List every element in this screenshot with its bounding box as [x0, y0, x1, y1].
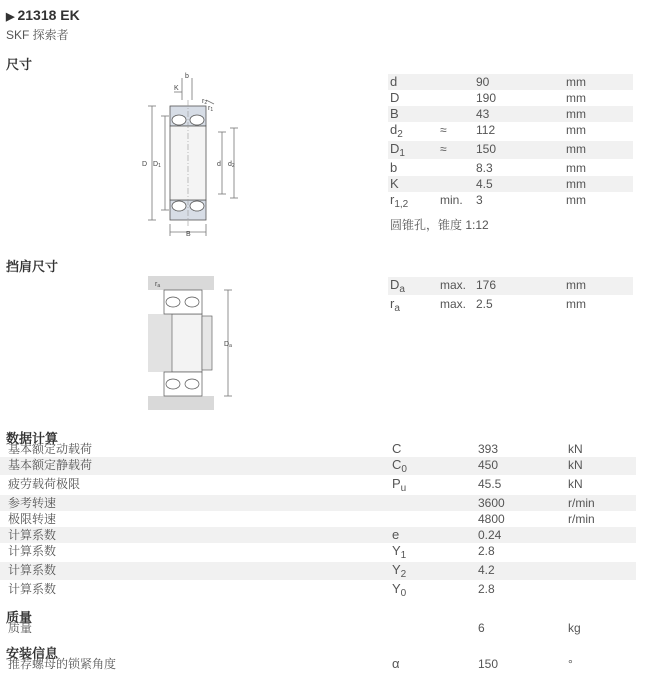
section-heading-mounting: 安装信息 [6, 646, 59, 661]
diagram-label-b: b [185, 73, 189, 80]
bearing-dimension-drawing [130, 70, 250, 240]
abutment-drawing [148, 274, 240, 412]
section-heading-mass: 质量 [6, 610, 33, 625]
table-row: 基本额定动载荷 C 393 kN [8, 441, 583, 456]
product-title: ▶ 21318 EK [6, 7, 80, 23]
table-row: 参考转速 3600 r/min [0, 495, 636, 511]
diagram-label-width-b: B [186, 231, 191, 238]
table-row: $d_2$ ≈ 112 mm [390, 122, 586, 140]
product-subtitle: SKF 探索者 [6, 28, 69, 42]
table-row: $r_a$ max. 2.5 mm [390, 296, 586, 314]
table-row: $r_{1,2}$ min. 3 mm [390, 192, 586, 210]
bore-note: 圆锥孔，锥度 1:12 [390, 218, 489, 232]
table-row: 计算系数 $Y_0$ 2.8 [8, 581, 495, 599]
diagram-label-d-outer: D [142, 161, 148, 168]
table-row: D 190 mm [390, 90, 586, 105]
table-row: 计算系数 $Y_2$ 4.2 [0, 562, 636, 580]
diagram-label-d1: D1 [153, 161, 161, 169]
section-heading-abutment: 挡肩尺寸 [6, 259, 59, 274]
diagram-label-k: K [174, 85, 179, 92]
table-row: d 90 mm [388, 74, 633, 90]
table-row: 推荐螺母的锁紧角度 α 150 ° [8, 656, 573, 671]
diagram-label-d2: d2 [228, 161, 235, 169]
table-row: b 8.3 mm [390, 160, 586, 175]
diagram-label-d-bore: d [217, 161, 221, 168]
table-row: $D_1$ ≈ 150 mm [388, 141, 633, 159]
table-row: 极限转速 4800 r/min [8, 512, 595, 526]
table-row: 计算系数 e 0.24 [0, 527, 636, 543]
table-row: 基本额定静载荷 $C_0$ 450 kN [0, 457, 636, 475]
table-row: 质量 6 kg [8, 621, 581, 635]
table-row: 疲劳载荷极限 $P_u$ 45.5 kN [8, 476, 583, 494]
triangle-right-icon: ▶ [6, 11, 15, 23]
table-row: K 4.5 mm [388, 176, 633, 192]
section-heading-calculation: 数据计算 [6, 431, 59, 446]
table-row: $D_a$ max. 176 mm [388, 277, 633, 295]
diagram-label-da: Da [224, 341, 232, 349]
table-row: B 43 mm [388, 106, 633, 122]
diagram-label-r2: r2 [202, 98, 208, 106]
table-row: 计算系数 $Y_1$ 2.8 [8, 543, 495, 561]
diagram-label-r1: r1 [208, 105, 214, 113]
section-heading-dimensions: 尺寸 [6, 57, 33, 72]
diagram-label-ra: ra [155, 281, 161, 289]
